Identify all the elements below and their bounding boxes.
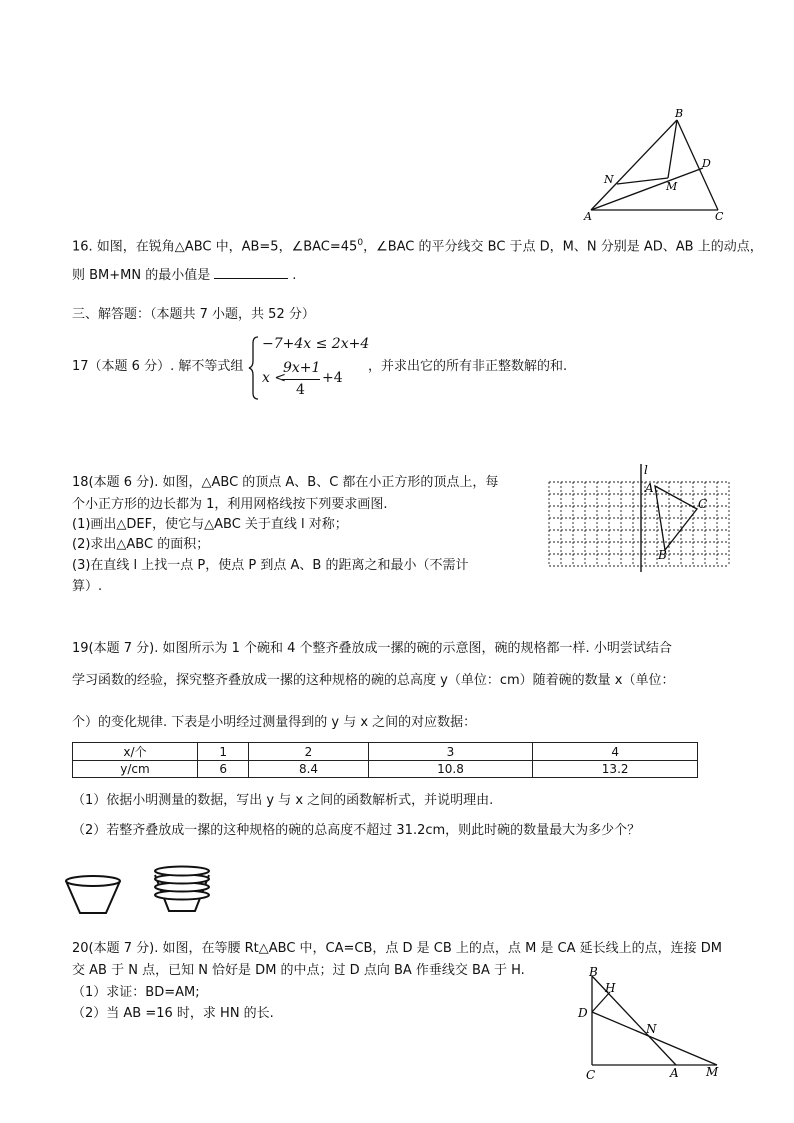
table-cell: 6 (198, 761, 249, 778)
table-cell: 8.4 (249, 761, 368, 778)
q17-inequality-1: −7+4x ≤ 2x+4 (262, 336, 370, 352)
q19-line2: 学习函数的经验，探究整齐叠放成一摞的这种规格的碗的总高度 y（单位：cm）随着碗的数量 x（单位： (72, 673, 675, 688)
fig18-label-B: B (658, 548, 667, 562)
q17-fraction-denominator: 4 (296, 382, 305, 398)
q19-part2: （2）若整齐叠放成一摞的这种规格的碗的总高度不超过 31.2cm，则此时碗的数量最大为多少个？ (72, 823, 641, 838)
fig16-label-B: B (675, 107, 684, 120)
q17-suffix: ，并求出它的所有非正整数解的和. (368, 359, 568, 374)
table-cell: 10.8 (368, 761, 533, 778)
q19-line1: 19(本题 7 分). 如图所示为 1 个碗和 4 个整齐叠放成一摞的碗的示意图，碗的规格都一样. 小明尝试结合 (72, 641, 672, 656)
q17-fraction-numerator: 9x+1 (283, 360, 321, 376)
q20-line1: 20(本题 7 分). 如图，在等腰 Rt△ABC 中，CA=CB，点 D 是 CB 上的点，点 M 是 CA 延长线上的点，连接 DM (72, 941, 723, 956)
q18-line4: (2)求出△ABC 的面积； (72, 537, 210, 552)
table-cell: 4 (533, 743, 698, 761)
q17-fraction-bar (282, 379, 320, 380)
q19-line3: 个）的变化规律. 下表是小明经过测量得到的 y 与 x 之间的对应数据： (72, 715, 477, 730)
table-cell: 2 (249, 743, 368, 761)
q20-line4: （2）当 AB =16 时，求 HN 的长. (72, 1006, 274, 1021)
figure-16-triangle (580, 104, 730, 226)
table-row (73, 761, 698, 778)
q16-line1b-text: ，∠BAC 的平分线交 BC 于点 D，M、N 分别是 AD、AB 上的动点， (363, 239, 763, 255)
fig20-label-N: N (646, 1022, 657, 1036)
q17-prefix: 17（本题 6 分）. 解不等式组 (72, 359, 244, 374)
q19-part1: （1）依据小明测量的数据，写出 y 与 x 之间的函数解析式，并说明理由. (72, 793, 494, 808)
bowls-illustration (60, 855, 230, 920)
q16-line2-text: 则 BM+MN 的最小值是 (72, 268, 211, 283)
q18-line3: (1)画出△DEF，使它与△ABC 关于直线 l 对称； (72, 517, 348, 532)
q20-line3: （1）求证：BD=AM; (72, 985, 200, 1000)
q17-brace (248, 335, 260, 401)
table-cell: 13.2 (533, 761, 698, 778)
q18-line5: (3)在直线 l 上找一点 P，使点 P 到点 A、B 的距离之和最小（不需计 (72, 558, 469, 573)
q16-line2 (72, 266, 296, 285)
q20-line2: 交 AB 于 N 点，已知 N 恰好是 DM 的中点；过 D 点向 BA 作垂线交 BA 于 H. (72, 963, 525, 978)
fig16-label-C: C (715, 210, 724, 223)
q16-line1 (72, 234, 763, 256)
fig20-label-B: B (589, 965, 598, 979)
q17-inequality-2-left: x < (262, 370, 287, 386)
fig18-label-C: C (698, 497, 708, 511)
q16-answer-blank (214, 266, 288, 279)
table-cell-y-head: y/cm (73, 761, 198, 778)
fig20-label-H: H (605, 981, 616, 995)
fig16-label-N: N (604, 173, 614, 186)
fig20-label-D: D (578, 1006, 588, 1020)
fig16-label-D: D (702, 157, 711, 170)
fig16-label-M: M (666, 180, 678, 193)
section-3-heading: 三、解答题：（本题共 7 小题，共 52 分） (72, 307, 315, 322)
q16-line1-text: 16. 如图，在锐角△ABC 中，AB=5，∠BAC=45 (72, 239, 358, 255)
q17-inequality-2-right: +4 (322, 370, 343, 386)
q18-line6: 算）. (72, 579, 103, 594)
q16-degree: 0 (357, 238, 364, 248)
q18-line1: 18(本题 6 分). 如图，△ABC 的顶点 A、B、C 都在小正方形的顶点上，每 (72, 475, 499, 490)
table-row (73, 743, 698, 761)
fig20-label-M: M (706, 1065, 719, 1079)
figure-18-grid (545, 462, 740, 574)
table-cell: 1 (198, 743, 249, 761)
table-cell-x-head: x/个 (73, 743, 198, 761)
fig18-label-l: l (644, 463, 648, 477)
figure-20-triangle (572, 962, 722, 1082)
fig16-label-A: A (584, 210, 592, 223)
fig20-label-A: A (670, 1066, 679, 1080)
q18-line2: 个小正方形的边长都为 1，利用网格线按下列要求画图. (72, 497, 388, 512)
fig20-label-C: C (586, 1068, 596, 1082)
q19-data-table (72, 742, 698, 778)
fig18-label-A: A (645, 481, 654, 495)
q16-line2-end: . (292, 268, 297, 283)
table-cell: 3 (368, 743, 533, 761)
